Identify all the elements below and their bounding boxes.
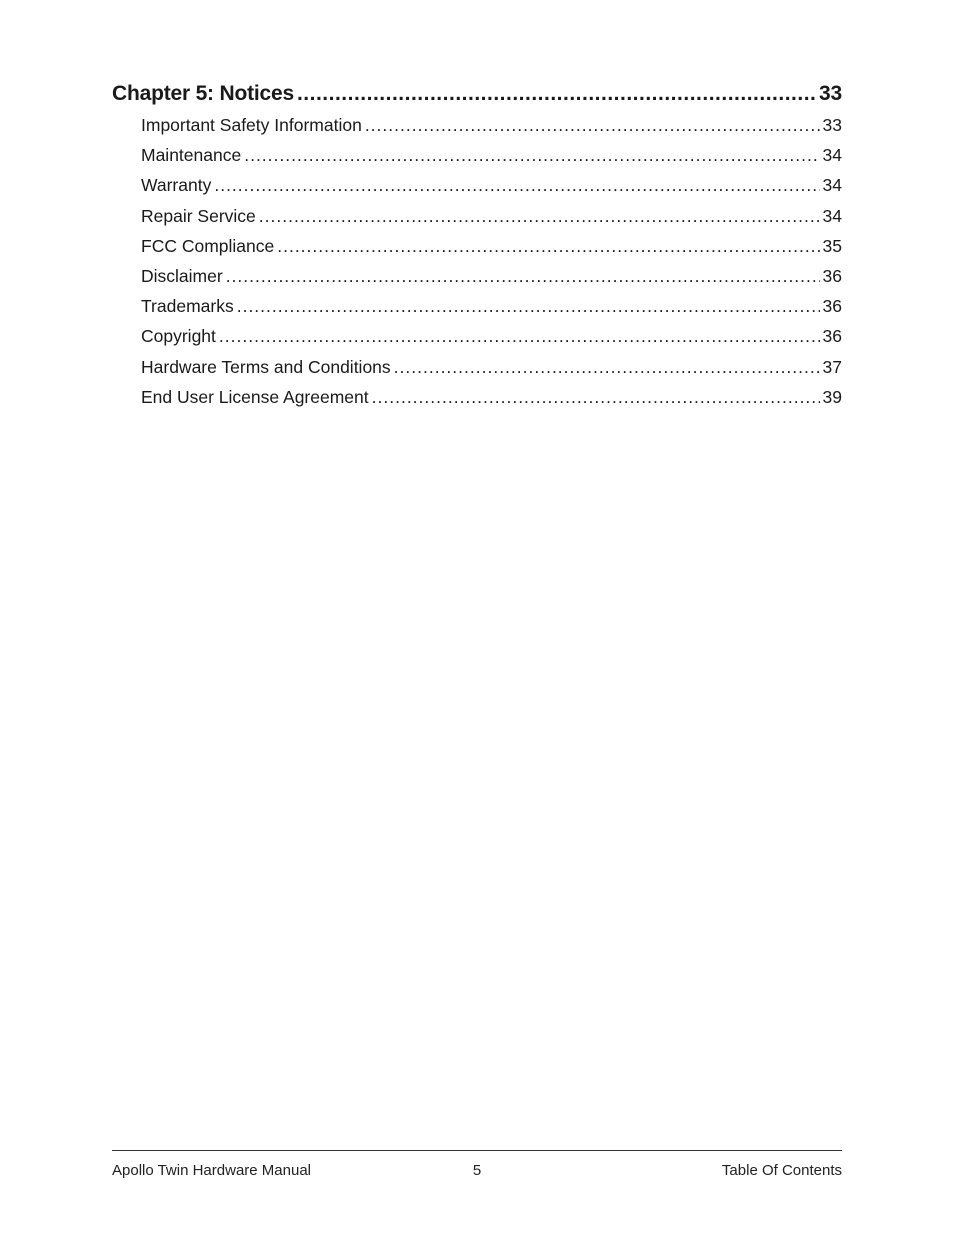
toc-leader-dots — [226, 261, 820, 291]
toc-entry-safety[interactable] — [141, 110, 842, 140]
toc-leader-dots — [244, 140, 819, 170]
toc-entry-trademarks[interactable] — [141, 291, 842, 321]
toc-entry-warranty[interactable] — [141, 170, 842, 200]
toc-entry-title: FCC Compliance — [141, 235, 275, 256]
toc-leader-dots — [394, 352, 820, 382]
toc-leader-dots — [365, 110, 820, 140]
toc-entry-eula[interactable] — [141, 382, 842, 412]
toc-entry-page: 36 — [822, 326, 842, 347]
toc-entry-copyright[interactable] — [141, 321, 842, 351]
footer-page-number: 5 — [472, 1162, 482, 1179]
footer-manual-title: Apollo Twin Hardware Manual — [112, 1162, 311, 1179]
toc-entries — [112, 110, 842, 412]
toc-entry-page: 39 — [822, 386, 842, 407]
toc-leader-dots — [277, 231, 819, 261]
toc-entry-title: Repair Service — [141, 205, 256, 226]
toc-leader-dots — [297, 78, 816, 110]
toc-entry-page: 33 — [822, 115, 842, 135]
toc-entry-page: 37 — [822, 356, 842, 377]
toc-entry-page: 35 — [822, 235, 842, 256]
toc-entry-title: Hardware Terms and Conditions — [141, 356, 391, 377]
toc-entry-repair-service[interactable] — [141, 201, 842, 231]
toc-entry-page: 36 — [822, 265, 842, 286]
toc-entry-title: Copyright — [141, 326, 216, 347]
toc-leader-dots — [214, 170, 819, 200]
toc-entry-fcc-compliance[interactable] — [141, 231, 842, 261]
toc-chapter-title: Chapter 5: Notices — [112, 82, 294, 105]
toc-entry-maintenance[interactable] — [141, 140, 842, 170]
toc-entry-title: Warranty — [141, 175, 212, 196]
toc-leader-dots — [372, 382, 820, 412]
toc-leader-dots — [237, 291, 820, 321]
footer-divider — [112, 1150, 842, 1151]
toc-entry-title: Trademarks — [141, 296, 234, 317]
toc-entry-page: 34 — [822, 145, 842, 166]
toc-entry-page: 34 — [822, 175, 842, 196]
footer-section-name: Table Of Contents — [721, 1162, 842, 1179]
toc-chapter-page: 33 — [819, 82, 842, 105]
page-footer — [112, 1160, 842, 1182]
toc-entry-page: 36 — [822, 296, 842, 317]
toc-leader-dots — [219, 321, 820, 351]
toc-entry-title: Disclaimer — [141, 265, 223, 286]
table-of-contents — [112, 78, 842, 412]
toc-leader-dots — [259, 201, 820, 231]
toc-entry-title: Important Safety Information — [141, 115, 362, 135]
toc-chapter-5[interactable] — [112, 78, 842, 110]
toc-entry-disclaimer[interactable] — [141, 261, 842, 291]
toc-entry-title: End User License Agreement — [141, 386, 369, 407]
toc-entry-page: 34 — [822, 205, 842, 226]
toc-entry-hardware-terms[interactable] — [141, 352, 842, 382]
toc-entry-title: Maintenance — [141, 145, 242, 166]
